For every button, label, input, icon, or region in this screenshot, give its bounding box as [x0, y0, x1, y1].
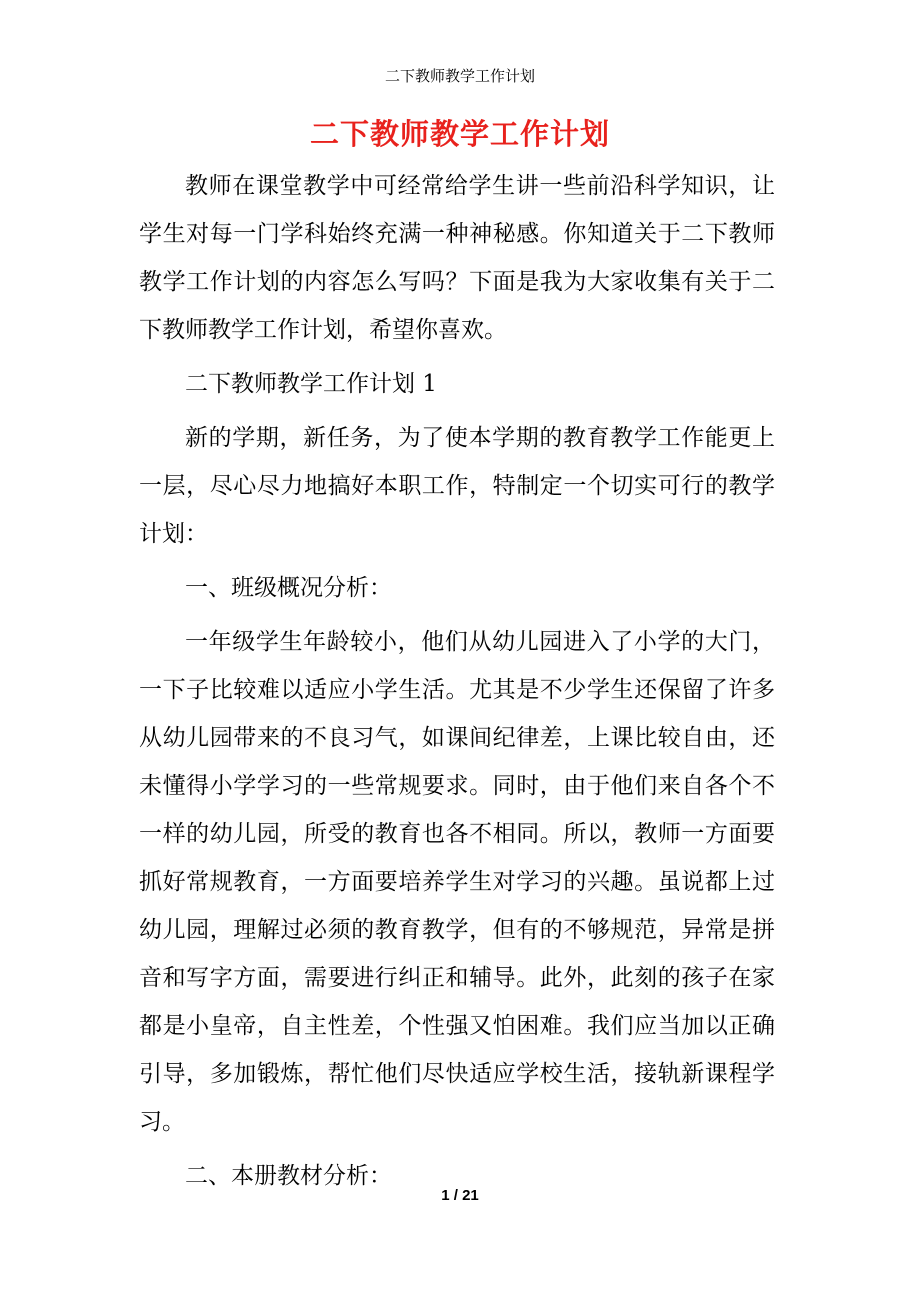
body-paragraph: 新的学期，新任务，为了使本学期的教育教学工作能更上一层，尽心尽力地搞好本职工作，特制定一个切实可行的教学计划：	[139, 425, 775, 547]
page-number: 1 / 21	[441, 1187, 479, 1204]
intro-paragraph: 教师在课堂教学中可经常给学生讲一些前沿科学知识，让学生对每一门学科始终充满一种神秘感。你知道关于二下教师教学工作计划的内容怎么写吗？下面是我为大家收集有关于二下教师教学工作计划，希望你喜欢。	[139, 173, 775, 343]
subsection-heading: 一、班级概况分析：	[185, 575, 392, 601]
body-paragraph: 一年级学生年龄较小，他们从幼儿园进入了小学的大门，一下子比较难以适应小学生活。尤其是不少学生还保留了许多从幼儿园带来的不良习气，如课间纪律差，上课比较自由，还未懂得小学学习的一些常规要求。同时，由于他们来自各个不一样的幼儿园，所受的教育也各不相同。所以，教师一方面要抓好常规教育，一方面要培养学生对学习的兴趣。虽说都上过幼儿园，理解过必须的教育教学，但有的不够规范，异常是拼音和写字方面，需要进行纠正和辅导。此外，此刻的孩子在家都是小皇帝，自主性差，个性强又怕困难。我们应当加以正确引导，多加锻炼，帮忙他们尽快适应学校生活，接轨新课程学习。	[139, 629, 775, 1135]
section-heading: 二下教师教学工作计划 1	[185, 371, 437, 397]
document-title: 二下教师教学工作计划	[309, 117, 610, 151]
document-body	[139, 162, 775, 1206]
subsection-heading: 二、本册教材分析：	[185, 1163, 392, 1189]
running-header: 二下教师教学工作计划	[384, 67, 535, 85]
